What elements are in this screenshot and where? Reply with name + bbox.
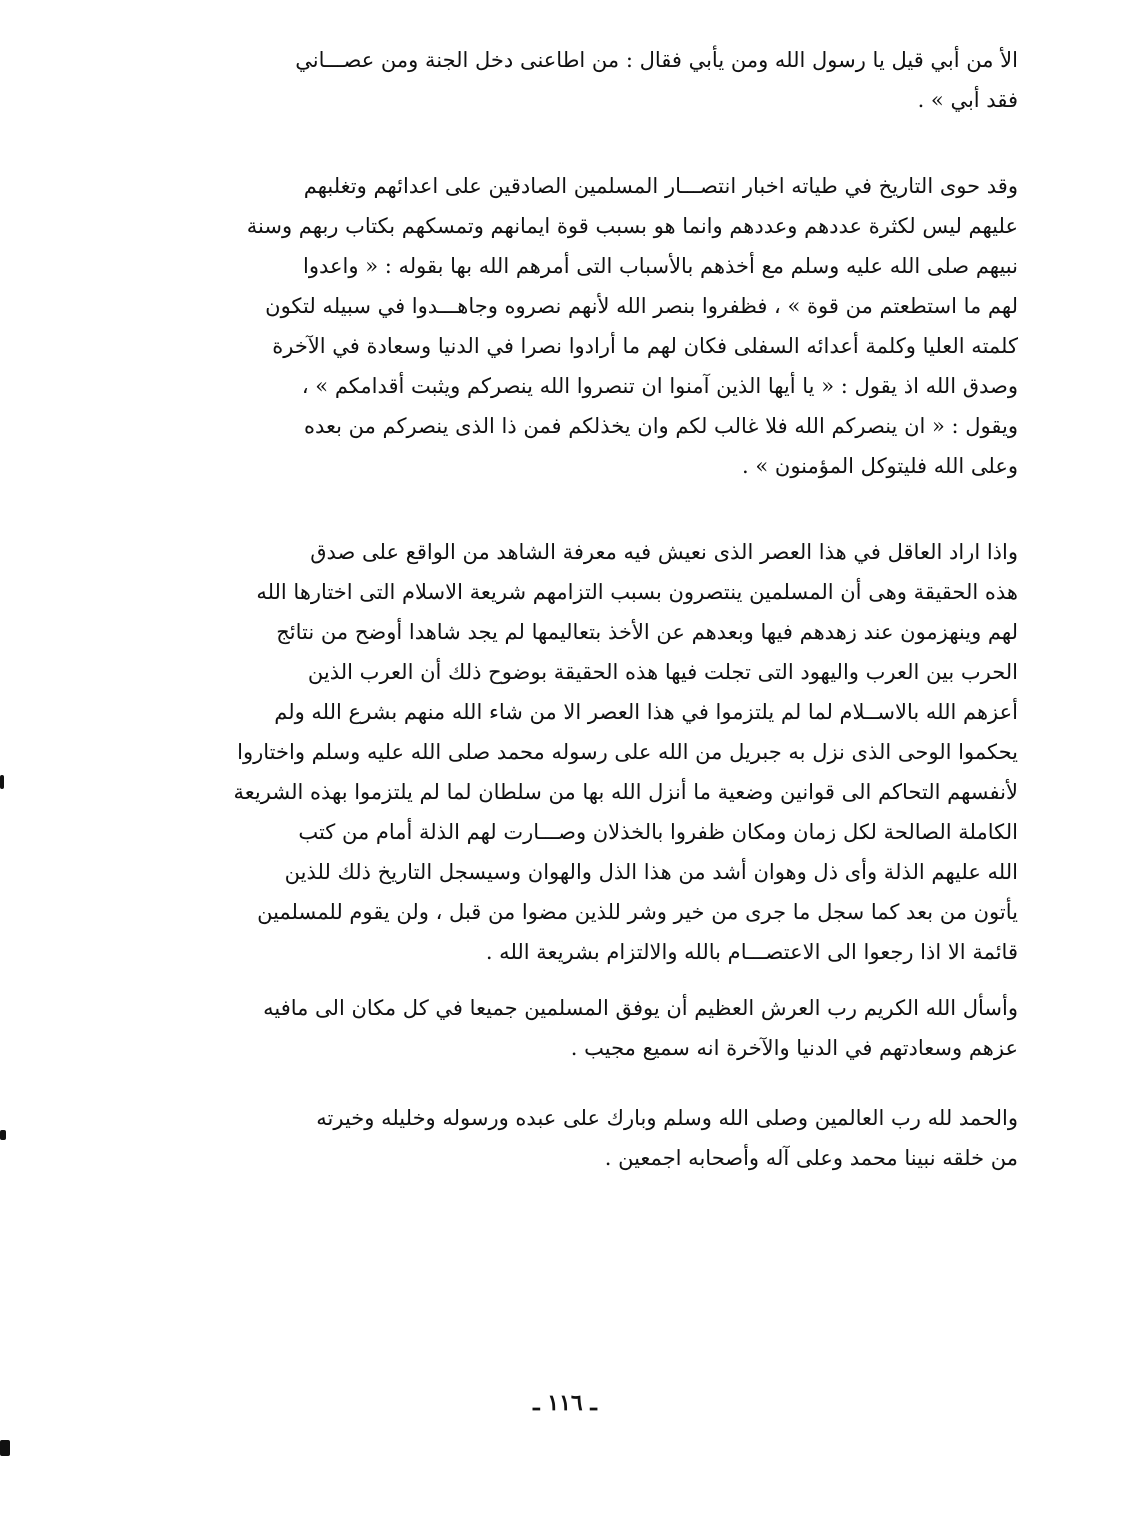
text-line: قائمة الا اذا رجعوا الى الاعتصـــام بالله والالتزام بشريعة الله . [485,940,1018,964]
text-line: عزهم وسعادتهم في الدنيا والآخرة انه سميع مجيب . [570,1036,1018,1060]
scan-artifact-mark [0,775,4,789]
page-body [200,40,1018,1178]
scan-artifact-mark [0,1440,10,1456]
text-line: من خلقه نبينا محمد وعلى آله وأصحابه اجمعين . [604,1146,1018,1170]
text-line: ويقول : « ان ينصركم الله فلا غالب لكم وان يخذلكم فمن ذا الذى ينصركم من بعده [303,414,1018,438]
text-line: الأ من أبي قيل يا رسول الله ومن يأبي فقال : من اطاعنى دخل الجنة ومن عصـــاني [295,48,1018,72]
paragraph [200,166,1018,486]
paragraph [200,532,1018,972]
text-line: لهم ما استطعتم من قوة » ، فظفروا بنصر الله لأنهم نصروه وجاهـــدوا في سبيله لتكون [265,294,1018,318]
text-line: هذه الحقيقة وهى أن المسلمين ينتصرون بسبب التزامهم شريعة الاسلام التى اختارها الله [256,580,1018,604]
text-line: الله عليهم الذلة وأى ذل وهوان أشد من هذا الذل والهوان وسيسجل التاريخ ذلك للذين [284,860,1018,884]
text-line: فقد أبي » . [917,88,1018,112]
text-line: وعلى الله فليتوكل المؤمنون » . [742,454,1018,478]
paragraph [200,988,1018,1068]
text-line: لأنفسهم التحاكم الى قوانين وضعية ما أنزل الله بها من سلطان لما لم يلتزموا بهذه الشريعة [233,780,1018,804]
text-line: أعزهم الله بالاســلام لما لم يلتزموا في هذا العصر الا من شاء الله منهم بشرع الله ولم [274,700,1018,724]
text-line: كلمته العليا وكلمة أعدائه السفلى فكان لهم ما أرادوا نصرا في الدنيا وسعادة في الآخرة [272,334,1018,358]
text-line: نبيهم صلى الله عليه وسلم مع أخذهم بالأسباب التى أمرهم الله بها بقوله : « واعدوا [303,254,1018,278]
text-line: يأتون من بعد كما سجل ما جرى من خير وشر للذين مضوا من قبل ، ولن يقوم للمسلمين [257,900,1018,924]
page-number: ـ ١١٦ ـ [533,1390,597,1416]
text-line: وأسأل الله الكريم رب العرش العظيم أن يوفق المسلمين جميعا في كل مكان الى مافيه [263,996,1018,1020]
text-line: لهم وينهزمون عند زهدهم فيها وبعدهم عن الأخذ بتعاليمها لم يجد شاهدا أوضح من نتائج [276,620,1018,644]
text-line: وقد حوى التاريخ في طياته اخبار انتصـــار المسلمين الصادقين على اعدائهم وتغلبهم [303,174,1018,198]
paragraph [200,40,1018,120]
text-line: وصدق الله اذ يقول : « يا أيها الذين آمنوا ان تنصروا الله ينصركم ويثبت أقدامكم » ، [301,374,1018,398]
text-line: واذا اراد العاقل في هذا العصر الذى نعيش فيه معرفة الشاهد من الواقع على صدق [310,540,1018,564]
scan-artifact-mark [0,1130,6,1140]
text-line: والحمد لله رب العالمين وصلى الله وسلم وبارك على عبده ورسوله وخليله وخيرته [316,1106,1018,1130]
text-line: عليهم ليس لكثرة عددهم وعددهم وانما هو بسبب قوة ايمانهم وتمسكهم بكتاب ربهم وسنة [246,214,1018,238]
text-line: يحكموا الوحى الذى نزل به جبريل من الله على رسوله محمد صلى الله عليه وسلم واختاروا [237,740,1018,764]
text-line: الحرب بين العرب واليهود التى تجلت فيها هذه الحقيقة بوضوح ذلك أن العرب الذين [307,660,1018,684]
text-line: الكاملة الصالحة لكل زمان ومكان ظفروا بالخذلان وصـــارت لهم الذلة أمام من كتب [298,820,1018,844]
paragraph [200,1098,1018,1178]
